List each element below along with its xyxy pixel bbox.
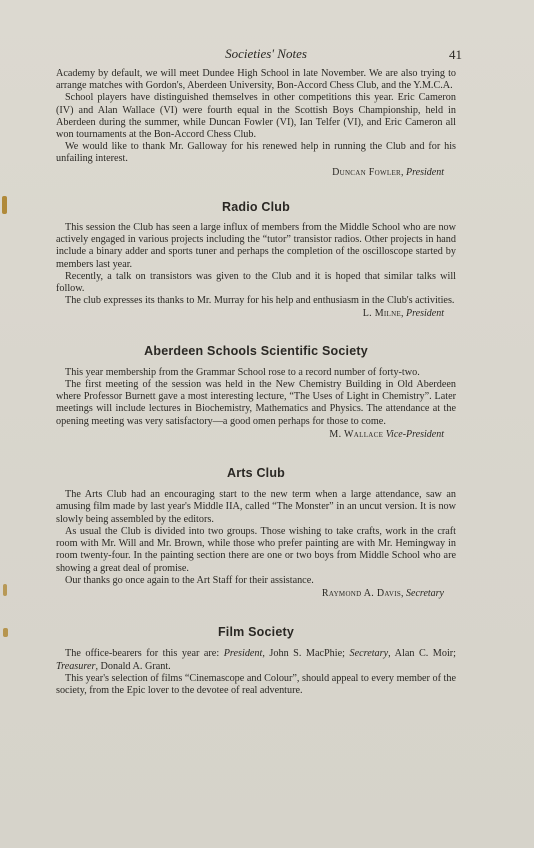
paragraph: The first meeting of the session was held in the New Chemistry Building in Old Aberdeen where Professor Burnett gave a most interesting lecture, “The Uses of Light in Chemistry”. Later meetings will include lectures in Biochemistry, Mathematics and Physics. The attendance at the opening meeting was very satisfactory—a good omen perhaps for those to come. — [56, 379, 456, 427]
margin-stain-mark — [3, 628, 8, 637]
section-heading: Film Society — [217, 625, 295, 640]
paragraph: School players have distinguished themselves in other competitions this year. Eric Cameron (IV) and Alan Wallace (VI) were fourth equal in the Scottish Boys Championship, held in Aberdeen during the summer, while Duncan Fowler (VI), Ian Telfer (VI), and Eric Cameron all won tournaments at the Bon-Accord Chess Club. — [56, 92, 456, 141]
paragraph: We would like to thank Mr. Galloway for his renewed help in running the Club and for his unfailing interest. — [56, 141, 456, 165]
paragraph: Academy by default, we will meet Dundee High School in late November. We are also trying to arrange matches with Gordon's, Aberdeen University, Bon-Accord Chess Club, and the Y.M.C.A. — [56, 68, 456, 92]
paragraph: This year membership from the Grammar School rose to a record number of forty-two. — [65, 366, 420, 378]
office-bearers-intro: The office-bearers for this year are: — [65, 648, 220, 660]
signature-role: President — [406, 166, 444, 178]
paragraph: As usual the Club is divided into two groups. Those wishing to take crafts, work in the craft room with Mr. Will and Mr. Brown, while those who prefer painting are with Mr. Hemingway in room twenty-four. In the painting section there are one or two boys from Middle School who are showing a great deal of promise. — [56, 525, 456, 574]
article-body — [56, 68, 456, 697]
office-name: John S. MacPhie; — [269, 648, 345, 660]
office-role: Secretary — [349, 648, 389, 660]
section-heading: Aberdeen Schools Scientific Society — [144, 343, 368, 358]
margin-stain-mark — [3, 584, 7, 596]
radio-club-section — [56, 201, 456, 321]
paragraph: The club expresses its thanks to Mr. Murray for his help and enthusiasm in the Club's activities. — [65, 295, 455, 307]
paragraph: Our thanks go once again to the Art Staff for their assistance. — [65, 574, 314, 586]
paragraph: This session the Club has seen a large influx of members from the Middle School who are now actively engaged in various projects including the “tutor” transistor radios. Other projects in hand include a binary adder and sports tuner and perhaps the completion of the oscilloscope started by members last year. — [56, 222, 456, 270]
running-header — [70, 46, 462, 64]
signature-role: Secretary — [406, 587, 444, 599]
signature: Duncan Fowler, President — [332, 166, 444, 178]
running-title: Societies' Notes — [225, 46, 307, 61]
paragraph: The Arts Club had an encouraging start to the new term when a large attendance, saw an amusing film made by last year's Middle IIA, called “The Monster” in an uncut version. It is now slowly being assembled by the editors. — [56, 489, 456, 525]
section-heading: Arts Club — [226, 466, 286, 481]
signature-name: M. Wallace — [329, 428, 384, 440]
page-number: 41 — [449, 47, 462, 62]
signature-role: President — [406, 308, 444, 320]
signature-name: Duncan Fowler — [332, 166, 402, 178]
signature-role: Vice-President — [385, 428, 444, 440]
office-name: Donald A. Grant. — [100, 660, 171, 672]
signature-name: Raymond A. Davis — [321, 587, 402, 599]
office-bearers-paragraph: The office-bearers for this year are: President, John S. MacPhie; Secretary, Alan C. Moir; Treasurer, Donald A. Grant. — [56, 648, 456, 672]
margin-stain-mark — [2, 196, 7, 214]
office-name: Alan C. Moir; — [394, 648, 456, 660]
signature-name: L. Milne — [362, 308, 402, 320]
office-role: Treasurer — [56, 660, 96, 672]
signature: Raymond A. Davis, Secretary — [321, 587, 444, 599]
arts-club-section — [56, 467, 456, 600]
chess-club-section — [56, 68, 456, 179]
office-role: President — [223, 648, 263, 660]
signature — [56, 429, 456, 441]
paragraph: Recently, a talk on transistors was given to the Club and it is hoped that similar talks will follow. — [56, 270, 456, 295]
film-society-section — [56, 626, 456, 697]
paragraph: This year's selection of films “Cinemascope and Colour”, should appeal to every member of the society, from the Epic lover to the devotee of real adventure. — [56, 672, 456, 696]
section-heading: Radio Club — [222, 199, 290, 214]
signature: L. Milne, President — [362, 308, 444, 320]
scientific-society-section — [56, 345, 456, 441]
